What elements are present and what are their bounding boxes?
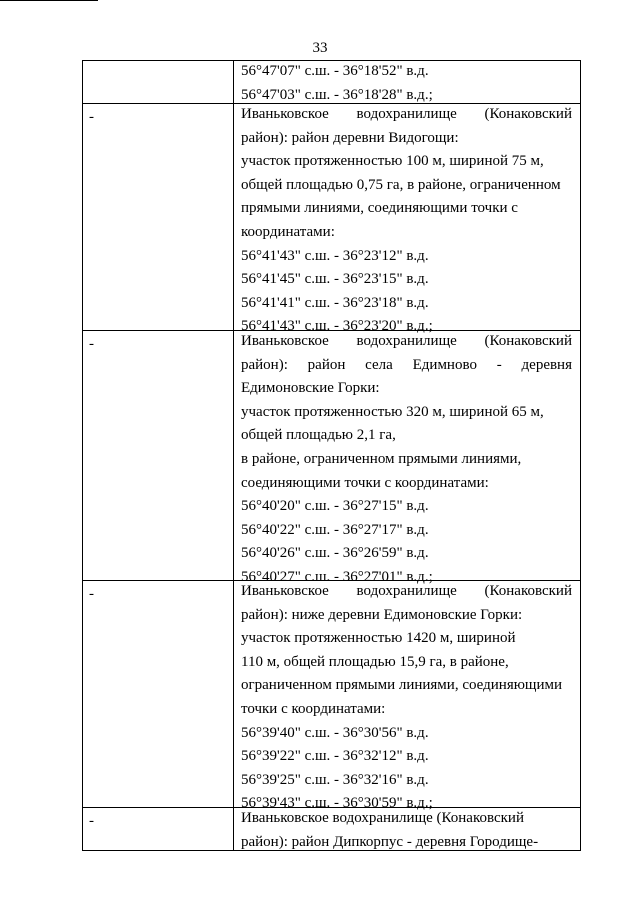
table-row bbox=[241, 331, 572, 591]
description-line: участок протяженностью 100 м, шириной 75 м, bbox=[241, 153, 544, 170]
description-line: соединяющими точки с координатами: bbox=[241, 474, 489, 491]
row-marker: - bbox=[89, 336, 94, 352]
description-line: Иваньковское водохранилище (Конаковский bbox=[241, 106, 572, 122]
coordinate-line: 56°47'03" с.ш. - 36°18'28" в.д.; bbox=[241, 86, 433, 103]
coordinate-line: 56°39'40" с.ш. - 36°30'56" в.д. bbox=[241, 724, 429, 741]
table-left-border bbox=[82, 60, 83, 850]
description-line: общей площадью 0,75 га, в районе, ограниченном bbox=[241, 176, 561, 193]
description-line: Иваньковское водохранилище (Конаковский bbox=[241, 333, 572, 349]
description-line: точки с координатами: bbox=[241, 700, 386, 717]
coordinate-line: 56°40'20" с.ш. - 36°27'15" в.д. bbox=[241, 498, 429, 515]
coordinate-line: 56°39'43" с.ш. - 36°30'59" в.д.; bbox=[241, 795, 433, 812]
description-line: участок протяженностью 1420 м, шириной bbox=[241, 630, 516, 647]
description-line: координатами: bbox=[241, 223, 335, 240]
description-line: район): район Дипкорпус - деревня Городище- bbox=[241, 833, 539, 850]
coordinate-line: 56°39'22" с.ш. - 36°32'12" в.д. bbox=[241, 748, 429, 765]
table-row bbox=[241, 808, 572, 855]
coordinate-line: 56°41'43" с.ш. - 36°23'12" в.д. bbox=[241, 247, 429, 264]
description-line: общей площадью 2,1 га, bbox=[241, 427, 396, 444]
coordinate-line: 56°39'25" с.ш. - 36°32'16" в.д. bbox=[241, 771, 429, 788]
coordinate-line: 56°41'41" с.ш. - 36°23'18" в.д. bbox=[241, 294, 429, 311]
table-right-border bbox=[580, 60, 581, 850]
table-row bbox=[241, 104, 572, 340]
description-line: район): район села Едимново - деревня bbox=[241, 356, 572, 373]
description-line: район): район деревни Видогощи: bbox=[241, 129, 459, 146]
coordinate-line: 56°40'27" с.ш. - 36°27'01" в.д.; bbox=[241, 568, 433, 585]
row-marker: - bbox=[89, 109, 94, 125]
description-line: ограниченном прямыми линиями, соединяющими bbox=[241, 677, 563, 694]
coordinate-line: 56°41'45" с.ш. - 36°23'15" в.д. bbox=[241, 271, 429, 288]
coordinate-line: 56°41'43" с.ш. - 36°23'20" в.д.; bbox=[241, 318, 433, 335]
description-line: Иваньковское водохранилище (Конаковский bbox=[241, 810, 524, 826]
table-column-divider bbox=[233, 60, 234, 850]
description-line: прямыми линиями, соединяющими точки с bbox=[241, 200, 518, 217]
row-marker: - bbox=[89, 813, 94, 829]
description-line: в районе, ограниченном прямыми линиями, bbox=[241, 450, 522, 467]
coordinate-line: 56°47'07" с.ш. - 36°18'52" в.д. bbox=[241, 63, 429, 79]
description-line: 110 м, общей площадью 15,9 га, в районе, bbox=[241, 653, 509, 670]
description-line: Иваньковское водохранилище (Конаковский bbox=[241, 583, 572, 599]
description-line: район): ниже деревни Едимоновские Горки: bbox=[241, 606, 523, 623]
description-line: Едимоновские Горки: bbox=[241, 380, 380, 397]
description-line: участок протяженностью 320 м, шириной 65 м, bbox=[241, 403, 544, 420]
coordinate-line: 56°40'22" с.ш. - 36°27'17" в.д. bbox=[241, 521, 429, 538]
table-row bbox=[241, 61, 572, 108]
table-row bbox=[241, 581, 572, 817]
top-left-rule bbox=[0, 0, 98, 1]
row-marker: - bbox=[89, 586, 94, 602]
coordinate-line: 56°40'26" с.ш. - 36°26'59" в.д. bbox=[241, 545, 429, 562]
page-number: 33 bbox=[312, 40, 328, 56]
